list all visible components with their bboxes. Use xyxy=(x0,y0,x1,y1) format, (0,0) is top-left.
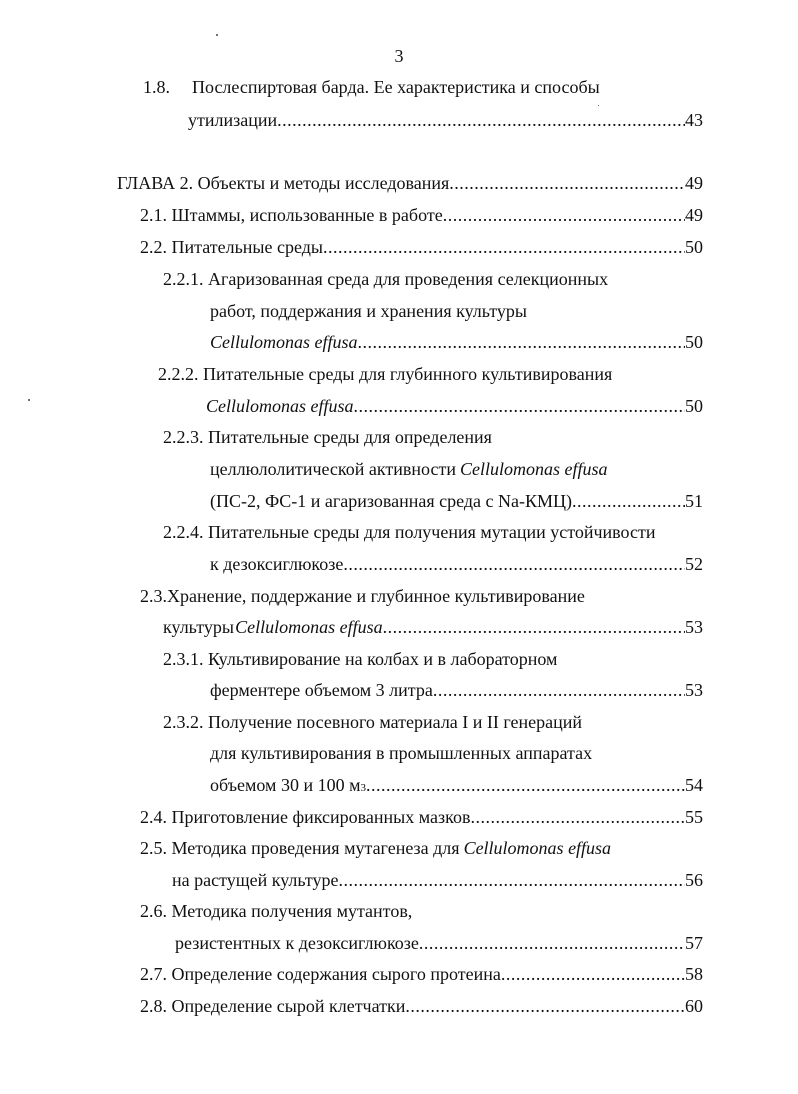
toc-entry-title: утилизации xyxy=(188,110,278,130)
toc-page-number: 49 xyxy=(685,205,703,225)
toc-page-number: 53 xyxy=(685,680,703,700)
toc-page-number: 60 xyxy=(685,996,703,1016)
toc-leader-dots xyxy=(354,395,686,417)
toc-entry-2-2-1-line2 xyxy=(210,300,703,322)
toc-leader-dots xyxy=(419,932,685,954)
toc-entry-title: 2.2.2. Питательные среды для глубинного культивирования xyxy=(158,364,613,384)
toc-page-number: 58 xyxy=(685,964,703,984)
toc-entry-title: объемом 30 и 100 м xyxy=(210,775,361,795)
toc-leader-dots xyxy=(323,236,685,258)
toc-entry-title: 2.2.4. Питательные среды для получения мутации устойчивости xyxy=(163,522,656,542)
toc-entry-2-5-line1 xyxy=(140,837,703,859)
toc-entry-title: ферментере объемом 3 литра xyxy=(210,680,433,700)
toc-entry-title: (ПС-2, ФС-1 и агаризованная среда с Na-КМЦ) xyxy=(210,491,572,511)
toc-leader-dots xyxy=(383,616,685,638)
toc-entry-1-8-line1 xyxy=(143,76,703,98)
toc-entry-title: культуры xyxy=(163,617,234,637)
toc-page-number: 54 xyxy=(685,775,703,795)
toc-entry-title: 2.2.1. Агаризованная среда для проведения селекционных xyxy=(163,269,609,289)
page-number: 3 xyxy=(394,46,404,66)
toc-entry-2-8 xyxy=(140,995,703,1017)
toc-entry-title: к дезоксиглюкозе xyxy=(210,554,344,574)
toc-entry-title: для культивирования в промышленных аппаратах xyxy=(210,743,593,763)
toc-entry-2-3-line1 xyxy=(140,585,703,607)
toc-page-number: 53 xyxy=(685,617,703,637)
toc-entry-2-2-4-line1 xyxy=(163,521,703,543)
toc-page-number: 57 xyxy=(685,933,703,953)
toc-entry-2-5-line2 xyxy=(172,869,703,891)
toc-entry-title: Послеспиртовая барда. Ее характеристика и способы xyxy=(192,77,600,97)
toc-entry-title: резистентных к дезоксиглюкозе xyxy=(175,933,419,953)
toc-page-number: 50 xyxy=(685,237,703,257)
toc-entry-title: 2.3.1. Культивирование на колбах и в лабораторном xyxy=(163,649,558,669)
toc-entry-2-6-line1 xyxy=(140,900,703,922)
toc-organism-name: Cellulomonas effusa xyxy=(206,396,354,416)
toc-entry-2-2-2-line1 xyxy=(158,363,703,385)
toc-entry-2-2-2-line2 xyxy=(206,395,703,417)
toc-entry-chapter-2 xyxy=(117,172,703,194)
toc-page-number: 52 xyxy=(685,554,703,574)
toc-entry-2-3-1-line1 xyxy=(163,648,703,670)
toc-entry-2-3-line2 xyxy=(163,616,703,638)
toc-entry-2-3-2-line1 xyxy=(163,711,703,733)
toc-entry-title: 2.1. Штаммы, использованные в работе xyxy=(140,205,443,225)
toc-entry-2-2-1-line3 xyxy=(210,331,703,353)
toc-entry-title: 2.4. Приготовление фиксированных мазков xyxy=(140,807,471,827)
toc-leader-dots xyxy=(433,679,685,701)
toc-entry-title: 2.3.2. Получение посевного материала I и II генераций xyxy=(163,712,583,732)
toc-entry-1-8-line2 xyxy=(188,109,703,131)
toc-entry-title: 2.2. Питательные среды xyxy=(140,237,323,257)
toc-page-number: 50 xyxy=(685,332,703,352)
toc-entry-2-7 xyxy=(140,963,703,985)
toc-entry-2-2 xyxy=(140,236,703,258)
toc-leader-dots xyxy=(501,963,685,985)
toc-entry-title: на растущей культуре xyxy=(172,870,339,890)
toc-entry-title: 2.7. Определение содержания сырого протеина xyxy=(140,964,501,984)
toc-organism-name: Cellulomonas effusa xyxy=(210,332,358,352)
toc-entry-title: целлюлолитической активности xyxy=(210,459,456,479)
toc-entry-title: 2.8. Определение сырой клетчатки xyxy=(140,996,406,1016)
toc-entry-2-2-3-line3 xyxy=(210,490,703,512)
toc-leader-dots xyxy=(443,204,685,226)
toc-entry-2-6-line2 xyxy=(175,932,703,954)
toc-leader-dots xyxy=(572,490,685,512)
toc-page-number: 55 xyxy=(685,807,703,827)
toc-entry-2-3-2-line3: объемом 30 и 100 м 3 ..... 54 xyxy=(210,774,703,796)
toc-entry-title: 2.6. Методика получения мутантов, xyxy=(140,901,413,921)
toc-entry-2-4 xyxy=(140,806,703,828)
toc-entry-2-1 xyxy=(140,204,703,226)
toc-leader-dots xyxy=(405,995,685,1017)
toc-entry-title: 2.5. Методика проведения мутагенеза для xyxy=(140,838,460,858)
toc-entry-title: ГЛАВА 2. Объекты и методы исследования xyxy=(117,173,450,193)
toc-leader-dots xyxy=(277,109,685,131)
toc-page-number: 56 xyxy=(685,870,703,890)
toc-entry-2-2-3-line2 xyxy=(210,458,703,480)
toc-page-number: 49 xyxy=(685,173,703,193)
toc-entry-2-2-3-line1 xyxy=(163,426,703,448)
toc-entry-2-2-1-line1 xyxy=(163,268,703,290)
toc-entry-title: 2.2.3. Питательные среды для определения xyxy=(163,427,492,447)
toc-leader-dots xyxy=(449,172,685,194)
toc-page-number: 51 xyxy=(685,491,703,511)
toc-entry-2-3-2-line2 xyxy=(210,742,703,764)
toc-organism-name: Cellulomonas effusa xyxy=(463,838,612,858)
scan-speck xyxy=(598,105,599,106)
toc-entry-title: работ, поддержания и хранения культуры xyxy=(210,301,528,321)
toc-entry-number: 1.8. xyxy=(143,77,170,97)
toc-leader-dots xyxy=(366,774,685,796)
toc-page-number: 50 xyxy=(685,396,703,416)
toc-organism-name: Cellulomonas effusa xyxy=(459,459,608,479)
scan-speck xyxy=(28,399,30,401)
toc-organism-name: Cellulomonas effusa xyxy=(235,617,383,637)
toc-entry-2-2-4-line2 xyxy=(210,553,703,575)
toc-leader-dots xyxy=(339,869,685,891)
toc-leader-dots xyxy=(358,331,686,353)
toc-page-number: 43 xyxy=(685,110,703,130)
toc-leader-dots xyxy=(343,553,685,575)
toc-leader-dots xyxy=(470,806,685,828)
toc-entry-title: 2.3.Хранение, поддержание и глубинное культивирование xyxy=(140,586,585,606)
scan-speck xyxy=(216,34,218,36)
toc-entry-2-3-1-line2 xyxy=(210,679,703,701)
